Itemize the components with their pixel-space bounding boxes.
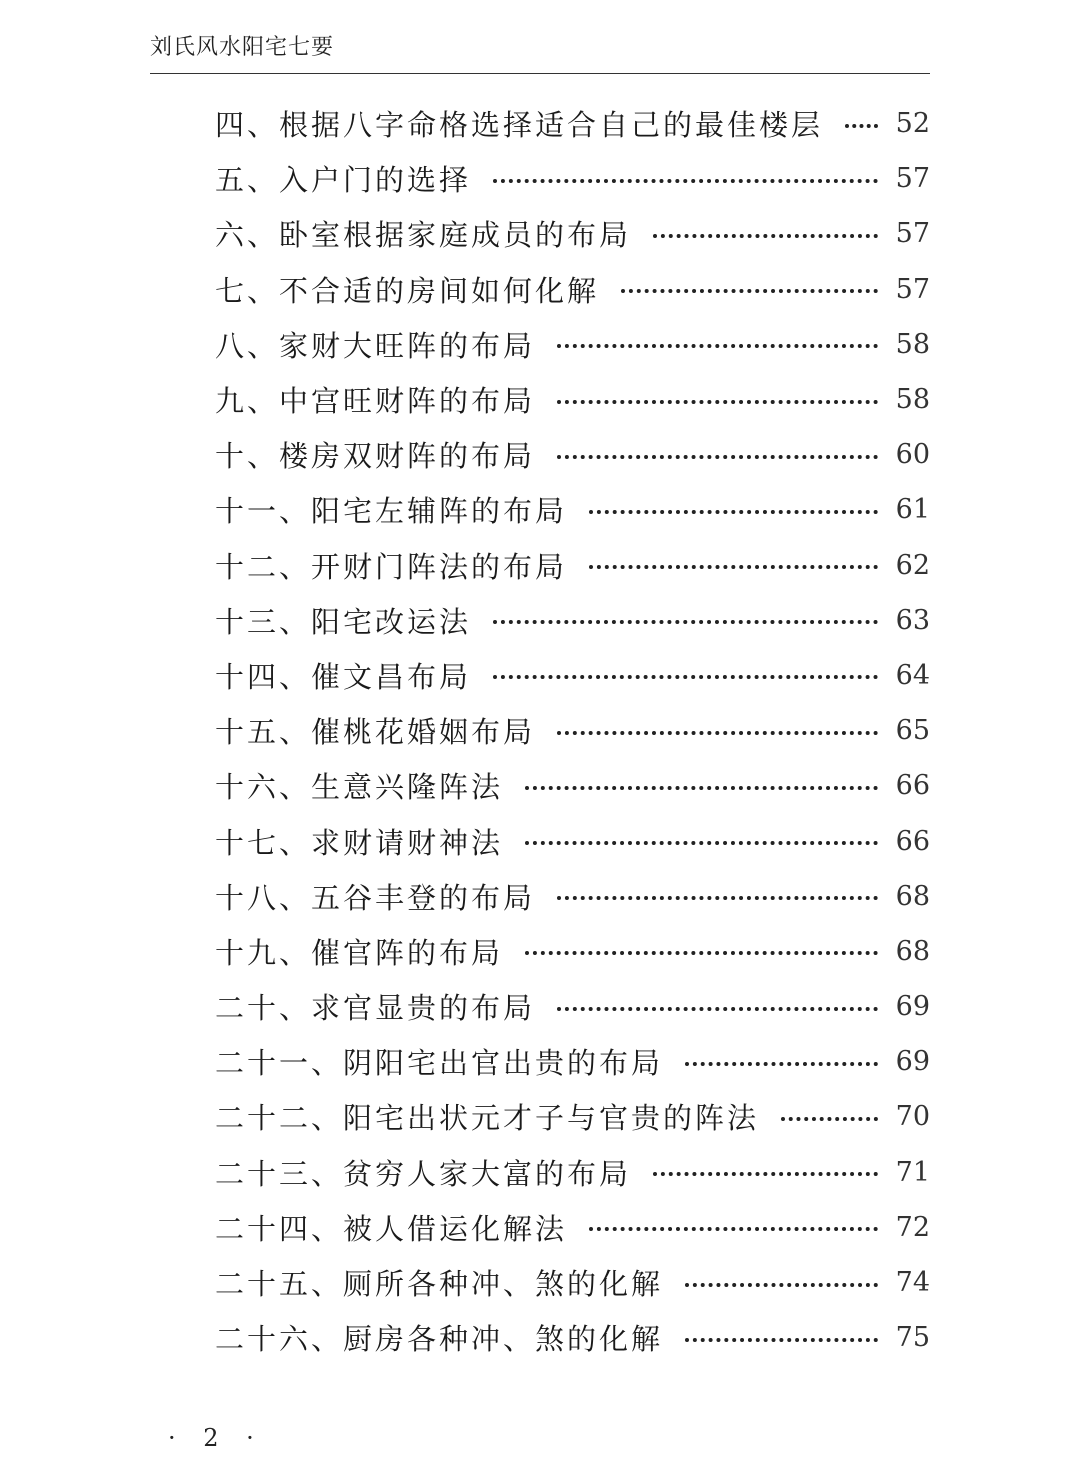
toc-entry-title: 七、不合适的房间如何化解 bbox=[215, 273, 600, 308]
toc-entry-title: 二十、求官显贵的布局 bbox=[215, 991, 536, 1026]
toc-entry-title: 十四、催文昌布局 bbox=[215, 659, 472, 694]
toc-entry-page-number: 74 bbox=[895, 1267, 930, 1299]
toc-entry bbox=[215, 869, 930, 924]
toc-entry bbox=[215, 1310, 930, 1365]
toc-dot-leader bbox=[493, 620, 878, 624]
toc-dot-leader bbox=[653, 1172, 878, 1176]
running-header-title: 刘氏风水阳宅七要 bbox=[150, 35, 335, 60]
toc-dot-leader bbox=[621, 289, 878, 293]
toc-entry bbox=[215, 1255, 930, 1310]
toc-entry-title: 十八、五谷丰登的布局 bbox=[215, 880, 536, 915]
toc-entry bbox=[215, 1145, 930, 1200]
toc-dot-leader bbox=[525, 786, 878, 790]
toc-entry-title: 二十五、厕所各种冲、煞的化解 bbox=[215, 1267, 664, 1302]
toc-entry bbox=[215, 151, 930, 206]
toc-entry-title: 十五、催桃花婚姻布局 bbox=[215, 715, 536, 750]
page-number: · 2 · bbox=[168, 1424, 264, 1452]
toc-entry-page-number: 75 bbox=[895, 1322, 930, 1354]
toc-entry-page-number: 61 bbox=[895, 494, 930, 526]
toc-entry bbox=[215, 1200, 930, 1255]
toc-entry bbox=[215, 262, 930, 317]
toc-entry-page-number: 66 bbox=[895, 770, 930, 802]
toc-entry bbox=[215, 593, 930, 648]
toc-entry-page-number: 70 bbox=[895, 1101, 930, 1133]
toc-entry-title: 十六、生意兴隆阵法 bbox=[215, 770, 504, 805]
toc-dot-leader bbox=[493, 179, 878, 183]
toc-entry bbox=[215, 979, 930, 1034]
toc-entry-title: 五、入户门的选择 bbox=[215, 163, 472, 198]
toc-entry-page-number: 71 bbox=[895, 1156, 930, 1188]
toc-dot-leader bbox=[653, 234, 878, 238]
toc-entry-page-number: 57 bbox=[895, 163, 930, 195]
toc-entry-title: 四、根据八字命格选择适合自己的最佳楼层 bbox=[215, 108, 824, 143]
toc-dot-leader bbox=[525, 841, 878, 845]
toc-entry-title: 二十一、阴阳宅出官出贵的布局 bbox=[215, 1046, 664, 1081]
toc-dot-leader bbox=[557, 400, 878, 404]
toc-dot-leader bbox=[525, 951, 878, 955]
toc-entry-page-number: 66 bbox=[895, 825, 930, 857]
toc-entry-title: 二十四、被人借运化解法 bbox=[215, 1211, 568, 1246]
toc-entry-page-number: 63 bbox=[895, 604, 930, 636]
toc-entry-page-number: 69 bbox=[895, 1046, 930, 1078]
toc-entry-title: 十一、阳宅左辅阵的布局 bbox=[215, 494, 568, 529]
toc-dot-leader bbox=[557, 1007, 878, 1011]
table-of-contents bbox=[215, 96, 930, 1365]
toc-entry-page-number: 69 bbox=[895, 991, 930, 1023]
toc-entry bbox=[215, 1089, 930, 1144]
toc-entry-page-number: 68 bbox=[895, 935, 930, 967]
toc-entry bbox=[215, 758, 930, 813]
toc-dot-leader bbox=[493, 675, 878, 679]
toc-entry-page-number: 72 bbox=[895, 1211, 930, 1243]
toc-entry-title: 十七、求财请财神法 bbox=[215, 825, 504, 860]
toc-entry-title: 二十二、阳宅出状元才子与官贵的阵法 bbox=[215, 1101, 760, 1136]
toc-entry-page-number: 65 bbox=[895, 715, 930, 747]
toc-entry-page-number: 62 bbox=[895, 549, 930, 581]
toc-entry-title: 十、楼房双财阵的布局 bbox=[215, 439, 536, 474]
toc-entry-title: 九、中宫旺财阵的布局 bbox=[215, 384, 536, 419]
toc-entry bbox=[215, 372, 930, 427]
toc-dot-leader bbox=[589, 510, 878, 514]
toc-entry-title: 六、卧室根据家庭成员的布局 bbox=[215, 218, 632, 253]
header-divider bbox=[150, 73, 930, 74]
toc-entry-title: 十九、催官阵的布局 bbox=[215, 935, 504, 970]
toc-entry bbox=[215, 703, 930, 758]
toc-entry bbox=[215, 813, 930, 868]
toc-entry bbox=[215, 482, 930, 537]
toc-entry-page-number: 60 bbox=[895, 439, 930, 471]
toc-dot-leader bbox=[685, 1062, 878, 1066]
toc-entry-title: 二十三、贫穷人家大富的布局 bbox=[215, 1156, 632, 1191]
toc-dot-leader bbox=[557, 455, 878, 459]
toc-entry bbox=[215, 538, 930, 593]
toc-dot-leader bbox=[685, 1283, 878, 1287]
toc-entry bbox=[215, 1034, 930, 1089]
toc-entry-page-number: 64 bbox=[895, 659, 930, 691]
toc-entry-page-number: 57 bbox=[895, 218, 930, 250]
toc-entry-page-number: 57 bbox=[895, 273, 930, 305]
toc-dot-leader bbox=[589, 1227, 878, 1231]
toc-entry bbox=[215, 317, 930, 372]
toc-dot-leader bbox=[589, 565, 878, 569]
toc-entry bbox=[215, 924, 930, 979]
toc-dot-leader bbox=[781, 1117, 878, 1121]
toc-entry-title: 八、家财大旺阵的布局 bbox=[215, 328, 536, 363]
toc-dot-leader bbox=[557, 731, 878, 735]
toc-entry-title: 十二、开财门阵法的布局 bbox=[215, 549, 568, 584]
toc-entry bbox=[215, 427, 930, 482]
toc-entry-page-number: 52 bbox=[895, 108, 930, 140]
toc-entry bbox=[215, 96, 930, 151]
toc-entry-page-number: 58 bbox=[895, 384, 930, 416]
toc-dot-leader bbox=[845, 124, 878, 128]
toc-dot-leader bbox=[685, 1338, 878, 1342]
toc-entry bbox=[215, 206, 930, 261]
toc-entry-title: 十三、阳宅改运法 bbox=[215, 604, 472, 639]
toc-entry-title: 二十六、厨房各种冲、煞的化解 bbox=[215, 1322, 664, 1357]
toc-entry bbox=[215, 648, 930, 703]
toc-dot-leader bbox=[557, 896, 878, 900]
toc-entry-page-number: 68 bbox=[895, 880, 930, 912]
toc-entry-page-number: 58 bbox=[895, 328, 930, 360]
toc-dot-leader bbox=[557, 344, 878, 348]
